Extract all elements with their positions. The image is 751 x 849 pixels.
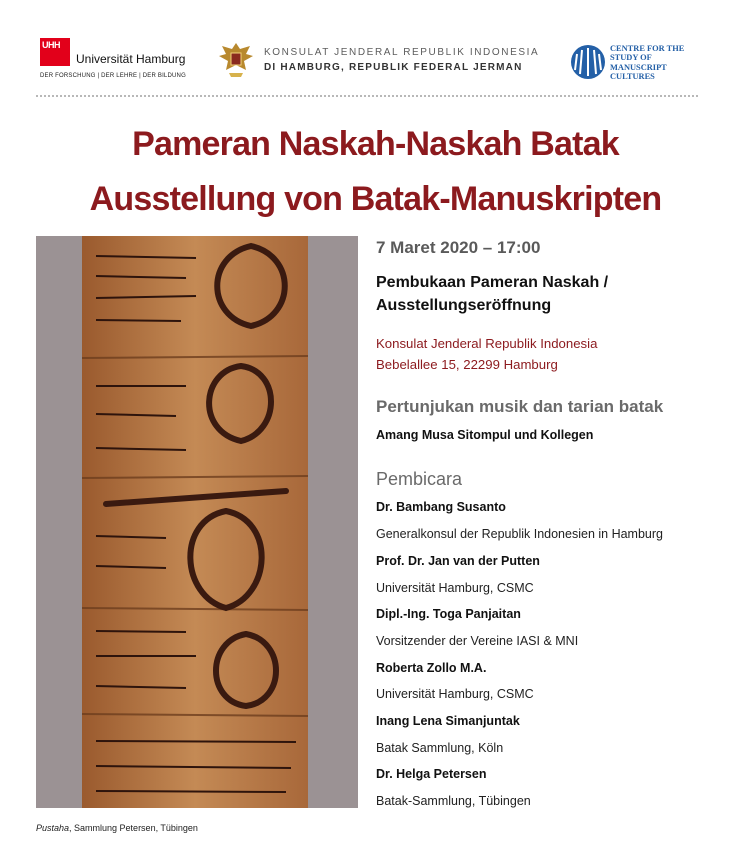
speaker-name: Roberta Zollo M.A. [376,661,487,675]
header-divider [36,95,698,97]
title-indonesian: Pameran Naskah-Naskah Batak [132,125,619,163]
speaker-role: Batak Sammlung, Köln [376,741,504,755]
caption-title: Pustaha [36,823,70,833]
speaker-name: Dr. Helga Petersen [376,767,487,781]
manuscript-photo [36,236,358,808]
uhh-logo-letters: UHH [42,40,60,50]
speaker-role: Vorsitzender der Vereine IASI & MNI [376,634,579,648]
speaker-role: Batak-Sammlung, Tübingen [376,794,531,808]
uhh-motto: DER FORSCHUNG | DER LEHRE | DER BILDUNG [40,73,186,79]
event-date: 7 Maret 2020 – 17:00 [376,238,541,257]
csmc-line: CENTRE FOR THE [610,44,685,53]
performance-heading: Pertunjukan musik dan tarian batak [376,397,664,416]
photo-caption [36,823,198,833]
opening-line: Pembukaan Pameran Naskah / [376,274,609,291]
uhh-name: Universität Hamburg [76,52,186,66]
konsulat-name-line1: KONSULAT JENDERAL REPUBLIK INDONESIA [264,47,540,58]
csmc-line: MANUSCRIPT [610,62,667,72]
csmc-line: CULTURES [610,72,655,82]
opening-line: Ausstellungseröffnung [376,297,552,314]
konsulat-name-line2: DI HAMBURG, REPUBLIK FEDERAL JERMAN [264,62,523,73]
speakers-heading: Pembicara [376,469,463,489]
performance-performers: Amang Musa Sitompul und Kollegen [376,428,594,442]
venue-name: Konsulat Jenderal Republik Indonesia [376,336,598,351]
speaker-name: Inang Lena Simanjuntak [376,714,520,728]
speaker-role: Generalkonsul der Republik Indonesien in Hamburg [376,527,663,541]
speaker-name: Prof. Dr. Jan van der Putten [376,554,540,568]
caption-source: , Sammlung Petersen, Tübingen [69,823,198,833]
uhh-logo [40,38,70,66]
speaker-role: Universität Hamburg, CSMC [376,687,534,701]
speaker-name: Dr. Bambang Susanto [376,500,506,514]
title-german: Ausstellung von Batak-Manuskripten [89,180,662,218]
csmc-name [610,44,710,82]
event-opening [376,271,736,317]
speaker-role: Universität Hamburg, CSMC [376,581,534,595]
csmc-line: STUDY OF [610,53,652,63]
event-venue [376,333,736,375]
venue-address: Bebelallee 15, 22299 Hamburg [376,357,558,372]
garuda-emblem-icon [217,40,255,80]
csmc-logo-icon [570,44,606,80]
speaker-name: Dipl.-Ing. Toga Panjaitan [376,607,521,621]
